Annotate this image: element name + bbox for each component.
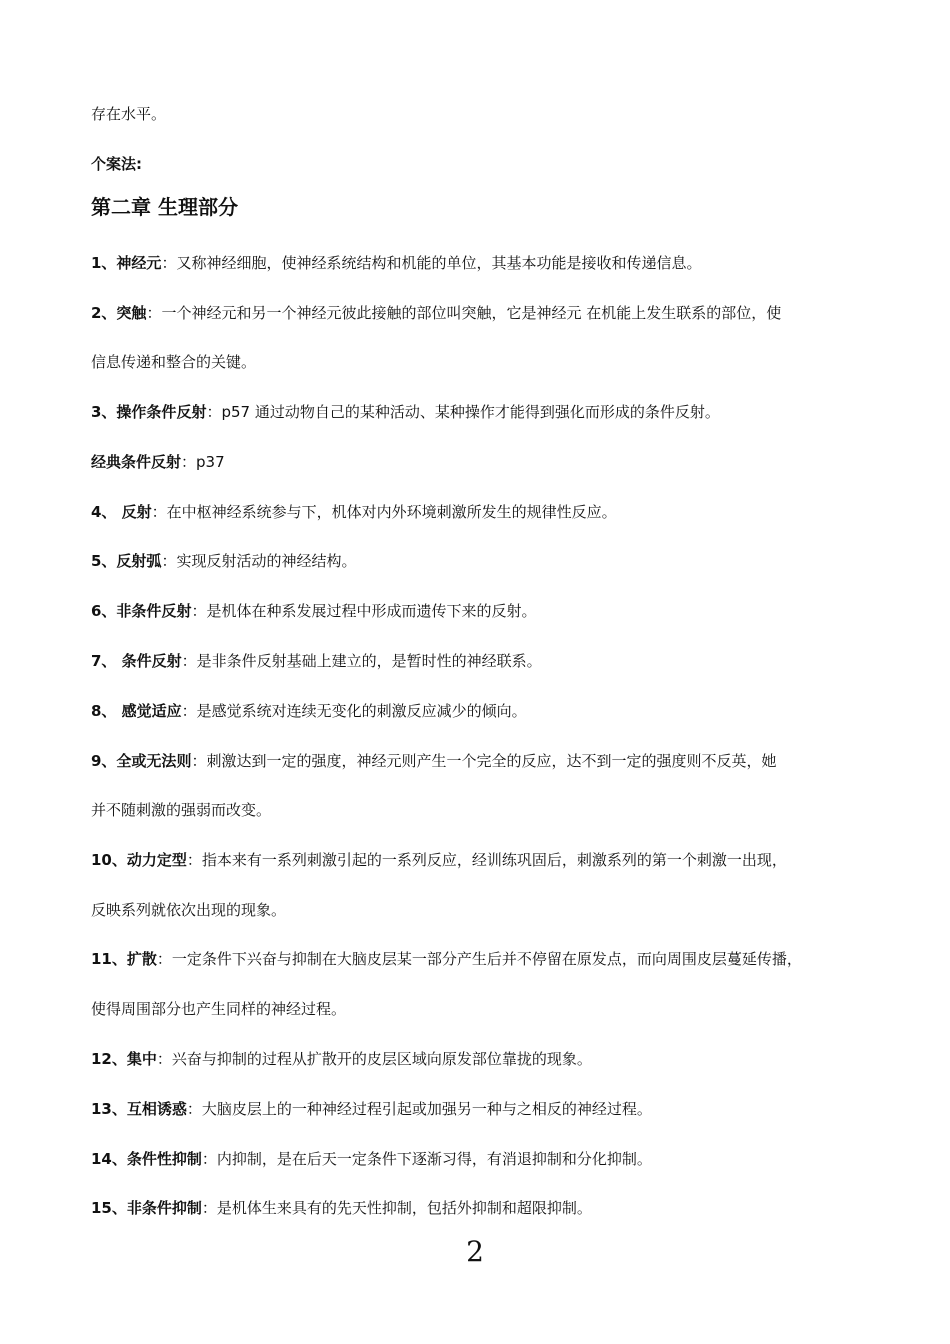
entry-7: [91, 651, 871, 671]
entry-term: 1、神经元: [91, 254, 162, 272]
entry-11: [91, 949, 871, 969]
entry-term: 10、动力定型: [91, 851, 187, 869]
entry-definition: ：一定条件下兴奋与抑制在大脑皮层某一部分产生后并不停留在原发点，而向周围皮层蔓延传播，: [156, 950, 802, 968]
intro-text: 存在水平。: [91, 105, 167, 123]
entry-definition: ：大脑皮层上的一种神经过程引起或加强另一种与之相反的神经过程。: [186, 1100, 652, 1118]
entry-8: [91, 701, 871, 721]
entry-definition: ：刺激达到一定的强度，神经元则产生一个完全的反应，达不到一定的强度则不反英，她: [191, 752, 777, 770]
entry-definition: ：在中枢神经系统参与下，机体对内外环境刺激所发生的规律性反应。: [151, 503, 617, 521]
chapter-title: 第二章 生理部分: [91, 195, 238, 219]
entry-term: 5、反射弧: [91, 552, 162, 570]
entry-definition: ：p37: [181, 453, 225, 471]
entry-definition: ：是机体生来具有的先天性抑制，包括外抑制和超限抑制。: [201, 1199, 592, 1217]
entry-definition: ：是机体在种系发展过程中形成而遗传下来的反射。: [191, 602, 537, 620]
entry-9: [91, 751, 871, 771]
entry-3: [91, 402, 871, 422]
entry-term: 7、 条件反射: [91, 652, 182, 670]
entry-14: [91, 1149, 871, 1169]
entry-term: 2、突触: [91, 304, 147, 322]
entry-classical-conditioning: [91, 452, 871, 472]
entry-11-continuation: 使得周围部分也产生同样的神经过程。: [91, 1000, 347, 1018]
entry-definition: ：p57 通过动物自己的某种活动、某种操作才能得到强化而形成的条件反射。: [206, 403, 720, 421]
entry-term: 14、条件性抑制: [91, 1150, 202, 1168]
entry-term: 4、 反射: [91, 503, 152, 521]
entry-2: [91, 303, 871, 323]
entry-definition: ：一个神经元和另一个神经元彼此接触的部位叫突触，它是神经元 在机能上发生联系的部位，使: [146, 304, 782, 322]
entry-term: 3、操作条件反射: [91, 403, 207, 421]
entry-definition: ：又称神经细胞，使神经系统结构和机能的单位，其基本功能是接收和传递信息。: [161, 254, 702, 272]
entry-9-continuation: 并不随刺激的强弱而改变。: [91, 801, 272, 819]
entry-15: [91, 1198, 871, 1218]
entry-term: 15、非条件抑制: [91, 1199, 202, 1217]
entry-5: [91, 551, 871, 571]
entry-definition: ：兴奋与抑制的过程从扩散开的皮层区域向原发部位靠拢的现象。: [156, 1050, 592, 1068]
case-method-label: 个案法:: [91, 155, 142, 173]
entry-2-continuation: 信息传递和整合的关键。: [91, 353, 257, 371]
entry-10: [91, 850, 871, 870]
entry-10-continuation: 反映系列就依次出现的现象。: [91, 901, 287, 919]
entry-term: 13、互相诱惑: [91, 1100, 187, 1118]
entry-definition: ：是感觉系统对连续无变化的刺激反应减少的倾向。: [181, 702, 527, 720]
page-number: 2: [466, 1235, 484, 1268]
entry-term: 11、扩散: [91, 950, 157, 968]
entry-term: 9、全或无法则: [91, 752, 192, 770]
entry-1: [91, 253, 871, 273]
entry-6: [91, 601, 871, 621]
entry-term: 6、非条件反射: [91, 602, 192, 620]
entry-4: [91, 502, 871, 522]
entry-definition: ：实现反射活动的神经结构。: [161, 552, 357, 570]
entry-term: 8、 感觉适应: [91, 702, 182, 720]
entry-12: [91, 1049, 871, 1069]
entry-term: 12、集中: [91, 1050, 157, 1068]
entry-definition: ：内抑制，是在后天一定条件下逐渐习得，有消退抑制和分化抑制。: [201, 1150, 652, 1168]
entry-definition: ：指本来有一系列刺激引起的一系列反应，经训练巩固后，刺激系列的第一个刺激一出现，: [186, 851, 787, 869]
entry-definition: ：是非条件反射基础上建立的，是暂时性的神经联系。: [181, 652, 542, 670]
entry-13: [91, 1099, 871, 1119]
entry-term: 经典条件反射: [91, 453, 182, 471]
